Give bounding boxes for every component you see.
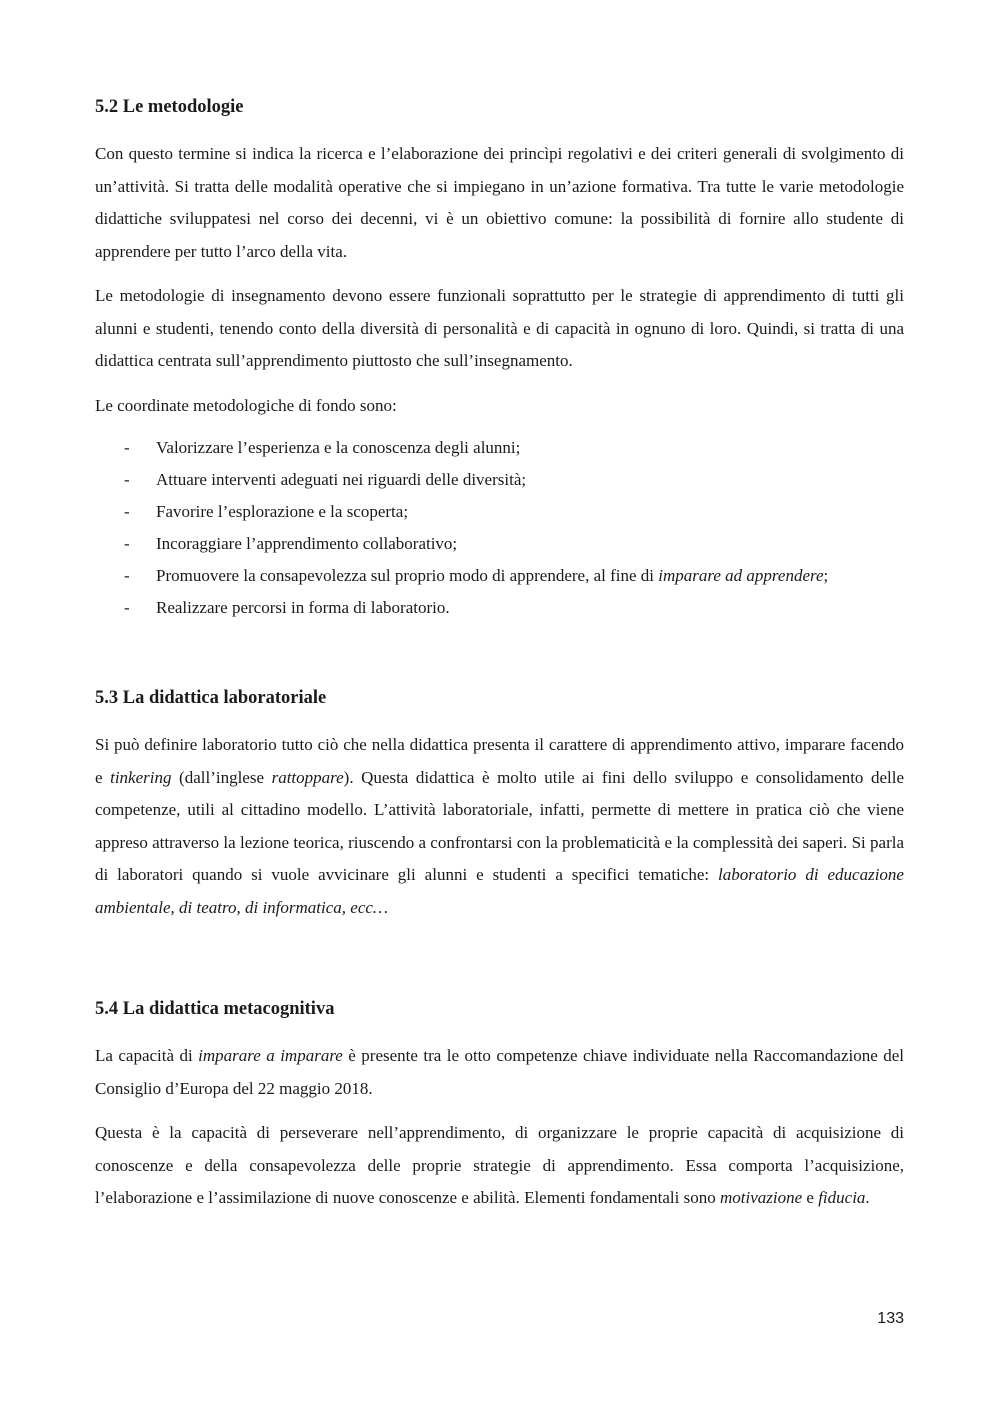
page-content xyxy=(95,92,904,1227)
paragraph: Le metodologie di insegnamento devono essere funzionali soprattutto per le strategie di apprendimento di tutti gli alunni e studenti, tenendo conto della diversità di personalità e di capacità in ognuno di loro. Quindi, si tratta di una didattica centrata sull’apprendimento piuttosto che sull’insegnamento. xyxy=(95,286,904,370)
text-run: e xyxy=(802,1188,819,1207)
italic-term: laboratorio di educazione ambientale, di teatro, di informatica, ecc… xyxy=(95,865,904,917)
dash-bullet: - xyxy=(124,470,130,489)
list-item xyxy=(95,592,904,624)
text-run: ). Questa didattica è molto utile ai fini dello sviluppo e consolidamento delle competenze, utili al cittadino modello. L’attività laboratoriale, infatti, permette di mettere in pratica ciò che viene appreso attraverso la lezione teorica, riuscendo a confrontarsi con la problematicità e la complessità dei saperi. Si parla di laboratori quando si vuole avvicinare gli alunni e studenti a specifici tematiche: xyxy=(95,767,905,884)
list-item xyxy=(95,560,904,592)
section-heading: 5.2 Le metodologie xyxy=(95,97,244,117)
text-run: La capacità di xyxy=(95,1046,199,1065)
page-number: 133 xyxy=(877,1310,904,1327)
list-item-text: Attuare interventi adeguati nei riguardi delle diversità; xyxy=(156,470,527,489)
italic-term: rattoppare xyxy=(271,767,344,787)
paragraph: Le coordinate metodologiche di fondo sono: xyxy=(95,395,397,415)
list-item xyxy=(95,496,904,528)
paragraph xyxy=(95,729,904,924)
methodology-list xyxy=(95,432,904,624)
list-item-text: Valorizzare l’esperienza e la conoscenza degli alunni; xyxy=(156,438,521,457)
paragraph xyxy=(95,1040,904,1105)
section-5-4 xyxy=(95,994,904,1215)
section-heading: 5.4 La didattica metacognitiva xyxy=(95,999,335,1019)
text-run: . xyxy=(865,1188,870,1207)
paragraph xyxy=(95,1117,904,1215)
dash-bullet: - xyxy=(124,534,130,553)
text-run: (dall’inglese xyxy=(171,767,272,787)
italic-term: fiducia xyxy=(818,1188,866,1207)
italic-term: imparare ad apprendere xyxy=(658,566,824,585)
text-run: Si può definire laboratorio tutto ciò che nella didattica presenta il carattere di apprendimento attivo, imparare facendo e xyxy=(95,735,904,787)
list-item-text: Realizzare percorsi in forma di laboratorio. xyxy=(156,598,450,617)
italic-term: tinkering xyxy=(110,767,172,787)
section-heading: 5.3 La didattica laboratoriale xyxy=(95,688,327,708)
text-run: Questa è la capacità di perseverare nell’apprendimento, di organizzare le proprie capacità di acquisizione di conoscenze e della consapevolezza delle proprie strategie di apprendimento. Essa comporta l’acquisizione, l’elaborazione e l’assimilazione di nuove conoscenze e abilità. Elementi fondamentali sono xyxy=(95,1123,904,1207)
list-item-text: Incoraggiare l’apprendimento collaborativo; xyxy=(156,534,458,553)
italic-term: motivazione xyxy=(720,1188,803,1207)
dash-bullet: - xyxy=(124,438,130,457)
section-5-2 xyxy=(95,92,904,624)
list-item xyxy=(95,528,904,560)
italic-term: imparare a imparare xyxy=(198,1046,343,1065)
section-5-3 xyxy=(95,683,904,924)
list-item-text: Promuovere la consapevolezza sul proprio modo di apprendere, al fine di xyxy=(156,566,659,585)
list-item-text: Favorire l’esplorazione e la scoperta; xyxy=(156,502,409,521)
list-item-text: ; xyxy=(823,566,829,585)
list-item xyxy=(95,464,904,496)
dash-bullet: - xyxy=(124,502,130,521)
list-item xyxy=(95,432,904,464)
paragraph: Con questo termine si indica la ricerca e l’elaborazione dei princìpi regolativi e dei criteri generali di svolgimento di un’attività. Si tratta delle modalità operative che si impiegano in un’azione formativa. Tra tutte le varie metodologie didattiche sviluppatesi nel corso dei decenni, vi è un obiettivo comune: la possibilità di fornire allo studente di apprendere per tutto l’arco della vita. xyxy=(95,144,904,261)
dash-bullet: - xyxy=(124,598,130,617)
text-run: è presente tra le otto competenze chiave individuate nella Raccomandazione del Consiglio d’Europa del 22 maggio 2018. xyxy=(95,1046,904,1098)
dash-bullet: - xyxy=(124,566,130,585)
